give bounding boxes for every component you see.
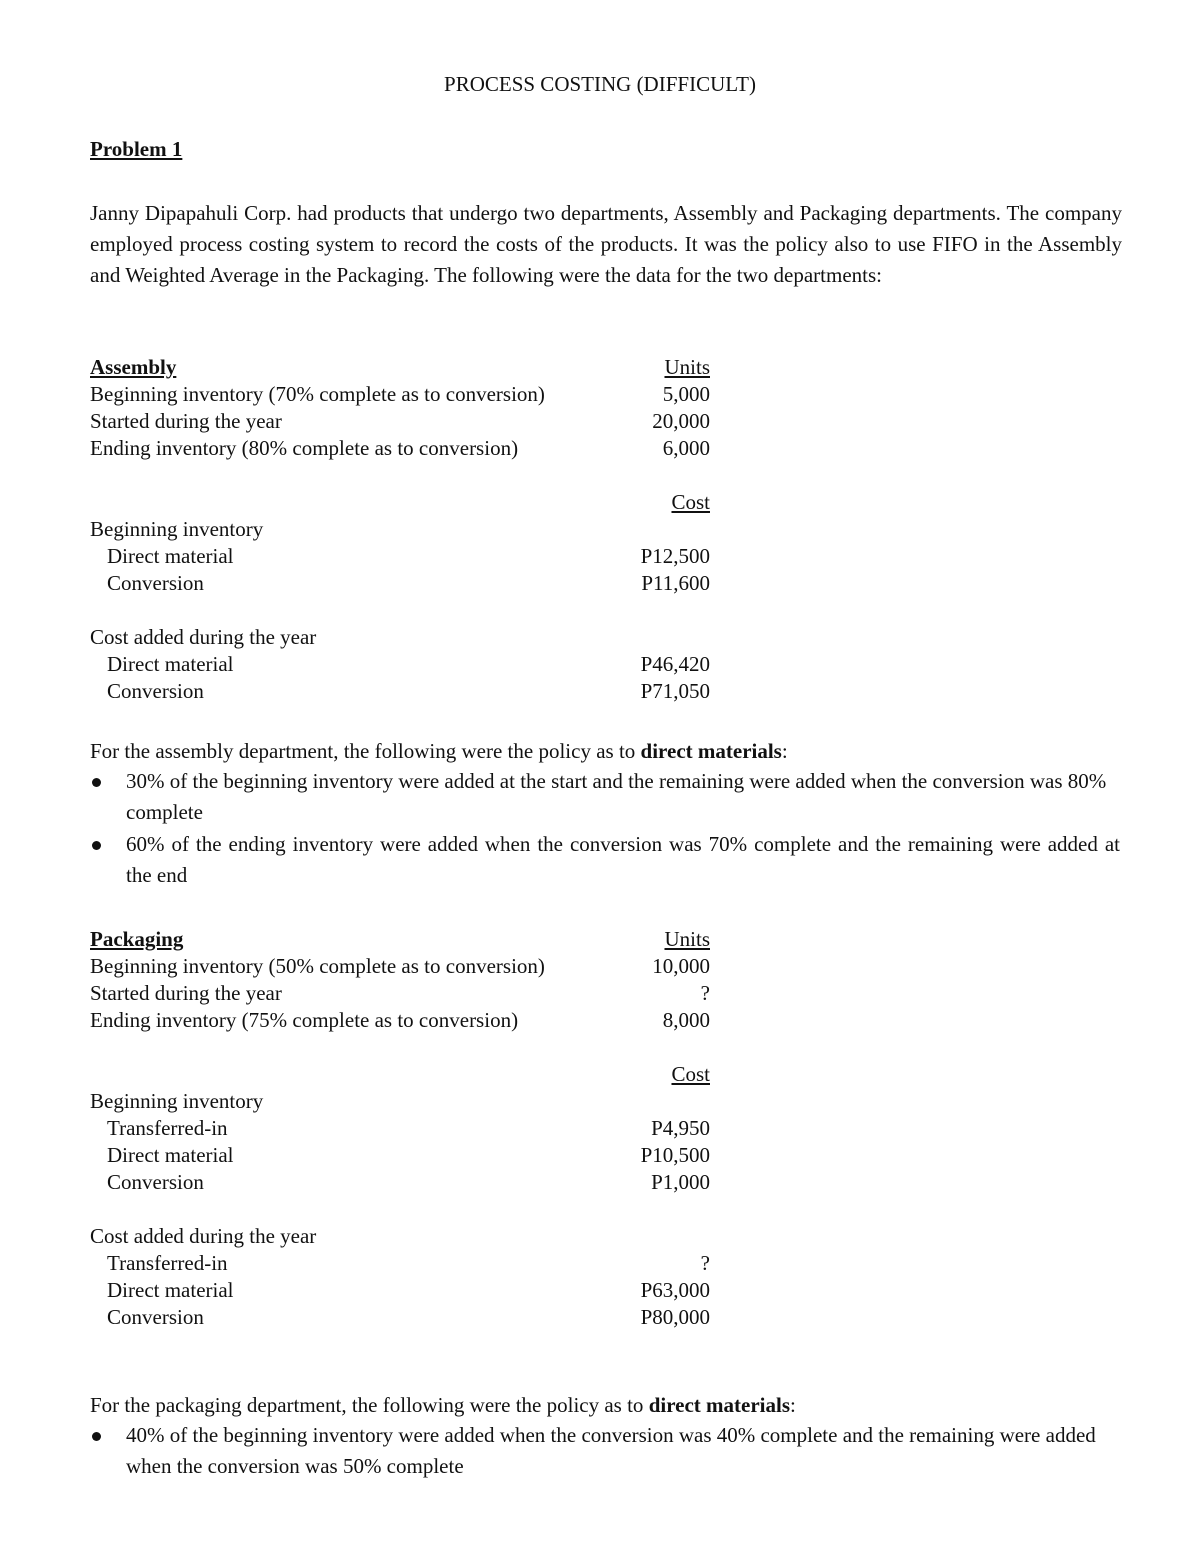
row-label: Conversion xyxy=(107,679,204,703)
list-item xyxy=(90,829,1120,891)
packaging-policy-intro xyxy=(90,1390,1120,1420)
assembly-cost-row xyxy=(90,543,710,570)
row-value: 8,000 xyxy=(662,1008,710,1032)
problem-heading: Problem 1 xyxy=(90,137,183,161)
row-label: Ending inventory (75% complete as to conversion) xyxy=(90,1008,519,1032)
assembly-units-row xyxy=(90,435,710,462)
packaging-units-row xyxy=(90,980,710,1007)
assembly-header-row xyxy=(90,354,710,381)
packaging-added-label-row xyxy=(90,1223,710,1250)
packaging-section xyxy=(90,926,710,1331)
intro-paragraph xyxy=(90,198,1122,291)
list-item xyxy=(90,766,1120,828)
assembly-cost-row xyxy=(90,678,710,705)
packaging-cost-row xyxy=(90,1277,710,1304)
packaging-cost-row xyxy=(90,1115,710,1142)
packaging-header-row xyxy=(90,926,710,953)
assembly-heading: Assembly xyxy=(90,355,177,379)
bullet-icon xyxy=(92,778,101,787)
list-item xyxy=(90,1420,1120,1482)
assembly-cost-row xyxy=(90,651,710,678)
assembly-cost-header-row xyxy=(90,489,710,516)
row-value: 10,000 xyxy=(652,954,710,978)
bullet-icon xyxy=(92,1432,101,1441)
bullet-icon xyxy=(92,841,101,850)
row-value: ? xyxy=(700,1251,710,1275)
section-label: Cost added during the year xyxy=(90,625,317,649)
assembly-section xyxy=(90,354,710,705)
assembly-added-label-row xyxy=(90,624,710,651)
section-label: Beginning inventory xyxy=(90,517,264,541)
row-label: Conversion xyxy=(107,1170,204,1194)
row-value: P10,500 xyxy=(640,1143,710,1167)
assembly-units-header: Units xyxy=(664,355,710,379)
row-label: Beginning inventory (70% complete as to conversion) xyxy=(90,382,545,406)
packaging-cost-row xyxy=(90,1250,710,1277)
packaging-cost-row xyxy=(90,1142,710,1169)
assembly-beginning-label-row xyxy=(90,516,710,543)
packaging-beginning-label-row xyxy=(90,1088,710,1115)
packaging-heading: Packaging xyxy=(90,927,184,951)
row-label: Direct material xyxy=(107,652,234,676)
row-label: Beginning inventory (50% complete as to conversion) xyxy=(90,954,545,978)
policy-intro-text: For the assembly department, the following were the policy as to xyxy=(90,739,641,763)
bullet-text: 40% of the beginning inventory were added when the conversion was 40% complete and the remaining were added when the conversion was 50% complete xyxy=(126,1423,1096,1478)
packaging-cost-row xyxy=(90,1304,710,1331)
bullet-text: 30% of the beginning inventory were added at the start and the remaining were added when the conversion was 80% complete xyxy=(126,769,1107,824)
row-value: ? xyxy=(700,981,710,1005)
policy-intro-suffix: : xyxy=(781,739,788,763)
assembly-cost-row xyxy=(90,570,710,597)
row-value: P1,000 xyxy=(651,1170,710,1194)
policy-intro-text: For the packaging department, the following were the policy as to xyxy=(90,1393,649,1417)
packaging-units-header: Units xyxy=(664,927,710,951)
row-value: 6,000 xyxy=(662,436,710,460)
row-label: Transferred-in xyxy=(107,1251,228,1275)
assembly-units-row xyxy=(90,408,710,435)
row-value: P4,950 xyxy=(651,1116,710,1140)
row-label: Direct material xyxy=(107,544,234,568)
row-label: Conversion xyxy=(107,1305,204,1329)
assembly-policy-list xyxy=(90,766,1120,891)
packaging-policy xyxy=(90,1390,1120,1483)
row-value: P71,050 xyxy=(640,679,710,703)
section-label: Beginning inventory xyxy=(90,1089,264,1113)
packaging-units-row xyxy=(90,953,710,980)
row-label: Transferred-in xyxy=(107,1116,228,1140)
row-value: P46,420 xyxy=(640,652,710,676)
page-title: PROCESS COSTING (DIFFICULT) xyxy=(444,72,756,96)
row-label: Direct material xyxy=(107,1278,234,1302)
row-value: P11,600 xyxy=(641,571,710,595)
assembly-policy xyxy=(90,736,1120,892)
intro-text: Janny Dipapahuli Corp. had products that undergo two departments, Assembly and Packaging departments. The company employed process costing system to record the costs of the products. It was the policy also to use FIFO in the Assembly and Weighted Average in the Packaging. The following were the data for the two departments: xyxy=(90,201,1122,287)
row-label: Direct material xyxy=(107,1143,234,1167)
assembly-policy-intro xyxy=(90,736,1120,766)
row-value: P80,000 xyxy=(640,1305,710,1329)
assembly-cost-header: Cost xyxy=(671,490,710,514)
policy-intro-bold: direct materials xyxy=(640,739,782,763)
bullet-text: 60% of the ending inventory were added when the conversion was 70% complete and the remaining were added at the end xyxy=(126,832,1120,887)
packaging-cost-row xyxy=(90,1169,710,1196)
policy-intro-suffix: : xyxy=(790,1393,796,1417)
packaging-policy-list xyxy=(90,1420,1120,1482)
row-value: 20,000 xyxy=(652,409,710,433)
policy-intro-bold: direct materials xyxy=(648,1393,790,1417)
row-value: P63,000 xyxy=(640,1278,710,1302)
row-value: P12,500 xyxy=(640,544,710,568)
packaging-units-row xyxy=(90,1007,710,1034)
row-label: Ending inventory (80% complete as to conversion) xyxy=(90,436,519,460)
packaging-cost-header-row xyxy=(90,1061,710,1088)
section-label: Cost added during the year xyxy=(90,1224,317,1248)
row-value: 5,000 xyxy=(662,382,710,406)
assembly-units-row xyxy=(90,381,710,408)
row-label: Conversion xyxy=(107,571,204,595)
row-label: Started during the year xyxy=(90,409,282,433)
row-label: Started during the year xyxy=(90,981,282,1005)
packaging-cost-header: Cost xyxy=(671,1062,710,1086)
